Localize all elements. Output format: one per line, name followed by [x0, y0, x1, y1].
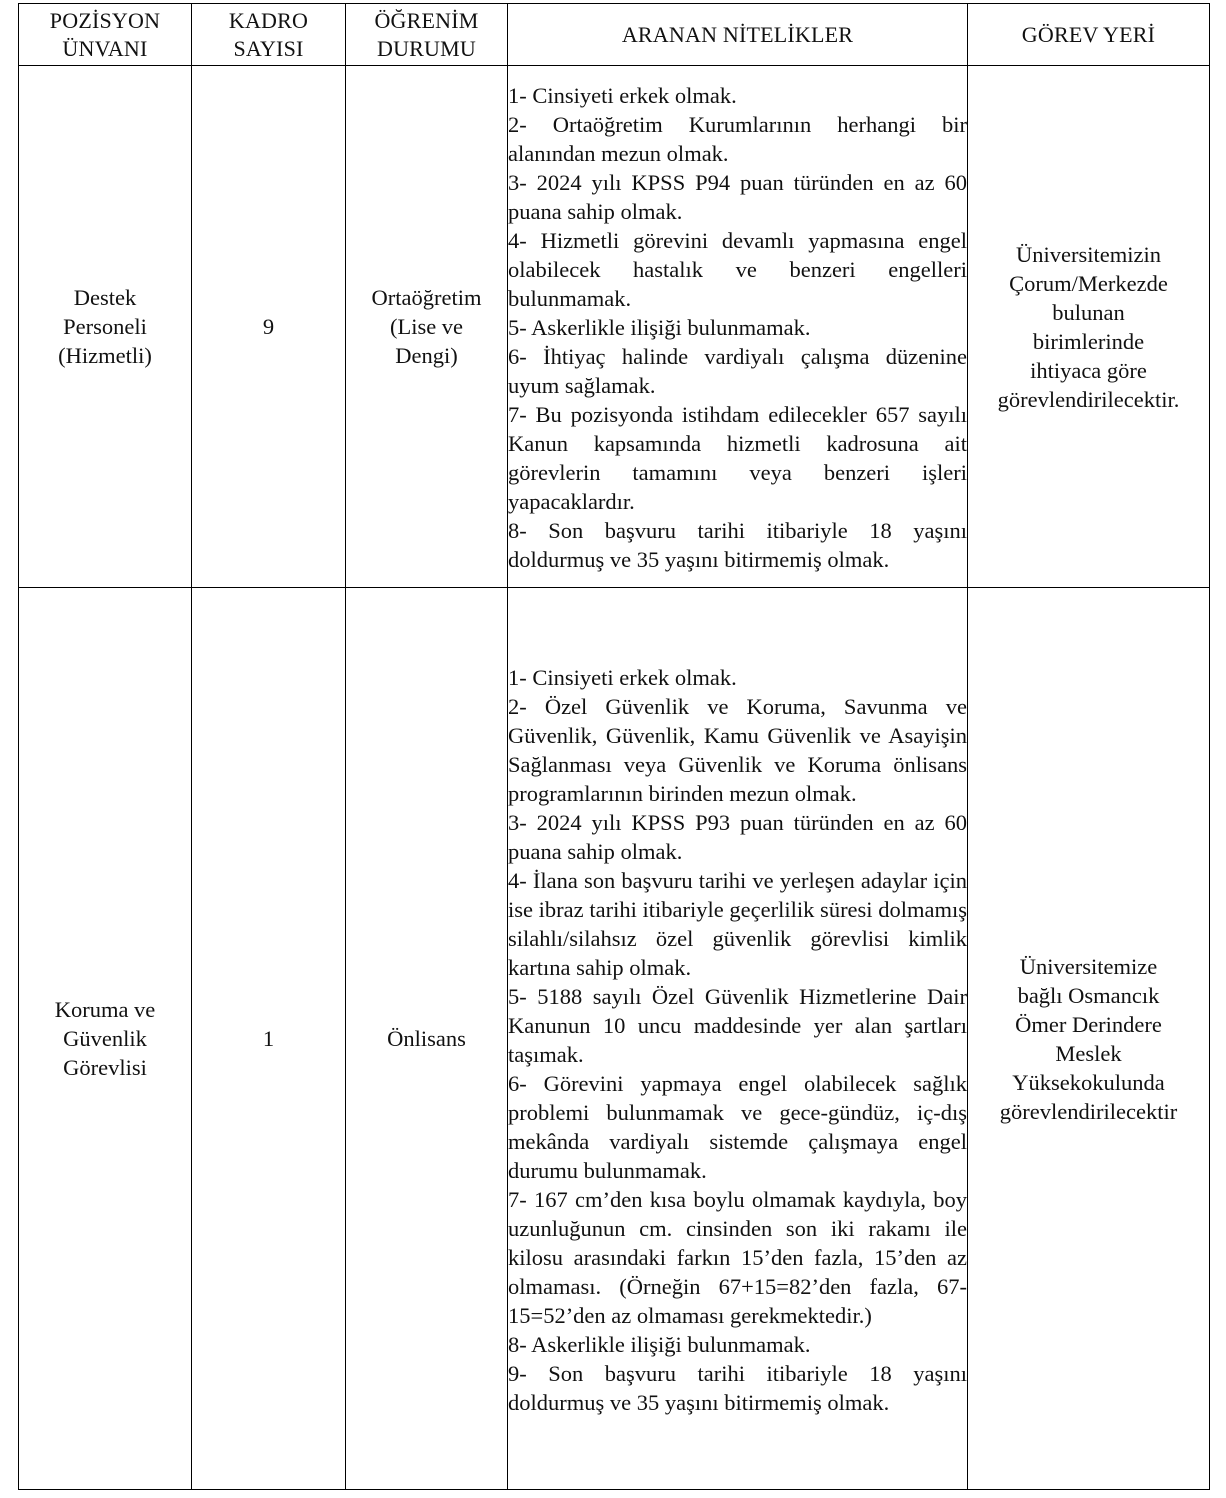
qualification-item: 9- Son başvuru tarihi itibariyle 18 yaşını doldurmuş ve 35 yaşını bitirmemiş olmak.: [508, 1360, 967, 1415]
header-count-line: SAYISI: [233, 35, 304, 61]
education-line: Dengi): [395, 343, 458, 368]
qualification-item: 6- Görevini yapmaya engel olabilecek sağlık problemi bulunmamak ve gece-gündüz, iç-dış mekânda vardiyalı sistemde çalışmaya engel durumu bulunmamak.: [508, 1070, 967, 1183]
qualification-item: 8- Son başvuru tarihi itibariyle 18 yaşını doldurmuş ve 35 yaşını bitirmemiş olmak.: [508, 517, 967, 572]
location-line: görevlendirilecektir.: [997, 386, 1180, 412]
position-cell: [19, 66, 192, 588]
location-line: birimlerinde: [1032, 328, 1145, 354]
qualification-item: 1- Cinsiyeti erkek olmak.: [508, 82, 737, 108]
qualifications-cell: [508, 588, 968, 1490]
location-line: bağlı Osmancık: [1017, 982, 1160, 1008]
header-position-line: ÜNVANI: [62, 35, 148, 61]
location-line: Çorum/Merkezde: [1009, 270, 1168, 296]
location-line: ihtiyaca göre: [1030, 357, 1147, 383]
count-cell: [192, 588, 346, 1490]
education-line: (Lise ve: [389, 314, 464, 339]
qualification-item: 5- 5188 sayılı Özel Güvenlik Hizmetlerine Dair Kanunun 10 uncu maddesinde yer alan şartları taşımak.: [508, 983, 967, 1067]
qualification-item: 4- Hizmetli görevini devamlı yapmasına engel olabilecek hastalık ve benzeri engelleri bulunmamak.: [508, 227, 967, 311]
location-line: Ömer Derindere: [1015, 1011, 1162, 1037]
table-row: [19, 66, 1210, 588]
qualification-item: 6- İhtiyaç halinde vardiyalı çalışma düzenine uyum sağlamak.: [508, 343, 967, 398]
header-education: [346, 4, 508, 66]
location-line: bulunan: [1052, 299, 1125, 325]
position-line: Güvenlik: [63, 1026, 147, 1051]
qualification-item: 2- Ortaöğretim Kurumlarının herhangi bir alanından mezun olmak.: [508, 111, 967, 166]
position-cell: [19, 588, 192, 1490]
location-line: Üniversitemize: [1019, 953, 1158, 979]
qualification-item: 1- Cinsiyeti erkek olmak.: [508, 664, 737, 690]
header-position: [19, 4, 192, 66]
location-line: Üniversitemizin: [1016, 241, 1161, 267]
header-position-line: POZİSYON: [49, 7, 161, 33]
header-count: [192, 4, 346, 66]
position-line: (Hizmetli): [58, 343, 152, 368]
table-row: [19, 588, 1210, 1490]
location-cell: [968, 588, 1210, 1490]
position-line: Personeli: [63, 314, 147, 339]
location-cell: [968, 66, 1210, 588]
education-line: Önlisans: [387, 1026, 466, 1051]
header-qualifications: [508, 4, 968, 66]
qualification-item: 7- 167 cm’den kısa boylu olmamak kaydıyla, boy uzunluğunun cm. cinsinden son iki rakamı ile kilosu arasındaki farkın 15’den fazla, 15’den az olmaması. (Örneğin 67+15=82’den fazla, 67-15=52’den az olmaması gerekmektedir.): [508, 1186, 967, 1328]
qualification-item: 7- Bu pozisyonda istihdam edilecekler 657 sayılı Kanun kapsamında hizmetli kadrosuna ait görevlerin tamamını veya benzeri işleri yapacaklardır.: [508, 401, 967, 514]
position-line: Görevlisi: [63, 1055, 147, 1080]
header-location-label: GÖREV YERİ: [1021, 21, 1156, 47]
count-cell: [192, 66, 346, 588]
qualification-item: 2- Özel Güvenlik ve Koruma, Savunma ve Güvenlik, Güvenlik, Kamu Güvenlik ve Asayişin Sağlanması veya Güvenlik ve Koruma önlisans programlarının birinden mezun olmak.: [508, 693, 967, 806]
education-line: Ortaöğretim: [371, 285, 482, 310]
position-line: Koruma ve: [54, 997, 156, 1022]
count-value: 9: [262, 314, 275, 339]
header-education-line: ÖĞRENİM: [374, 7, 479, 33]
table-header-row: [19, 4, 1210, 66]
qualification-item: 3- 2024 yılı KPSS P94 puan türünden en az 60 puana sahip olmak.: [508, 169, 967, 224]
qualification-item: 3- 2024 yılı KPSS P93 puan türünden en az 60 puana sahip olmak.: [508, 809, 967, 864]
qualification-item: 8- Askerlikle ilişiği bulunmamak.: [508, 1331, 811, 1357]
count-value: 1: [262, 1026, 275, 1051]
header-location: [968, 4, 1210, 66]
education-cell: [346, 66, 508, 588]
header-count-line: KADRO: [228, 7, 309, 33]
header-education-line: DURUMU: [377, 35, 476, 61]
qualification-item: 5- Askerlikle ilişiği bulunmamak.: [508, 314, 811, 340]
qualification-item: 4- İlana son başvuru tarihi ve yerleşen adaylar için ise ibraz tarihi itibariyle geçerlilik süresi dolmamış silahlı/silahsız özel güvenlik görevlisi kimlik kartına sahip olmak.: [508, 867, 967, 980]
education-cell: [346, 588, 508, 1490]
position-line: Destek: [73, 285, 137, 310]
qualifications-cell: [508, 66, 968, 588]
location-line: Meslek: [1055, 1040, 1122, 1066]
location-line: Yüksekokulunda: [1012, 1069, 1165, 1095]
positions-table: [18, 3, 1210, 1490]
header-qualifications-label: ARANAN NİTELİKLER: [621, 21, 854, 47]
location-line: görevlendirilecektir: [999, 1098, 1178, 1124]
